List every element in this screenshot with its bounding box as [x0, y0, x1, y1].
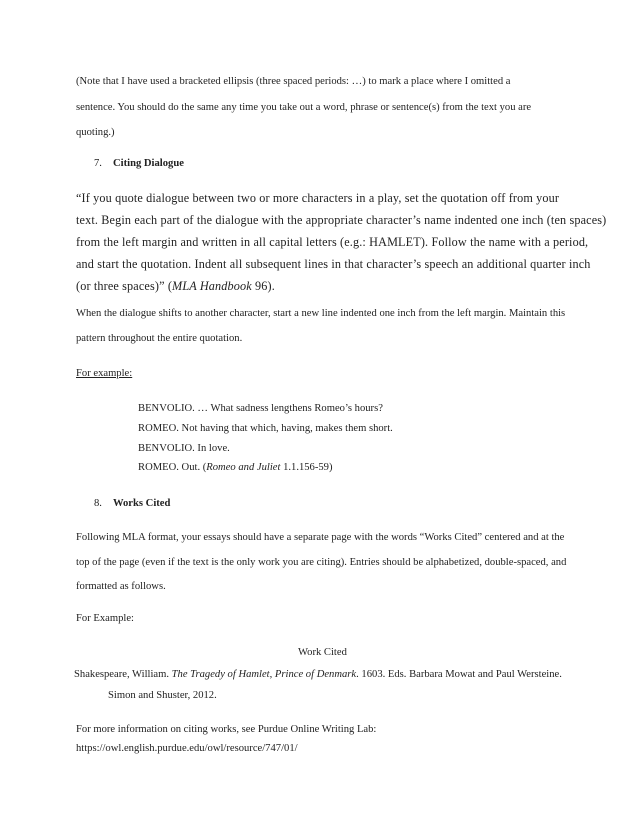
play-title: Romeo and Juliet: [206, 462, 281, 473]
quote-line-1: “If you quote dialogue between two or more characters in a play, set the quotation off from your: [76, 191, 560, 205]
example-line-1: BENVOLIO. … What sadness lengthens Romeo’s hours?: [138, 403, 383, 414]
more-info-text: For more information on citing works, see Purdue Online Writing Lab:: [76, 724, 377, 735]
example-line-2: ROMEO. Not having that which, having, makes them short.: [138, 423, 393, 434]
shift-line-2: pattern throughout the entire quotation.: [76, 333, 243, 344]
for-example-label: For Example:: [76, 613, 134, 624]
works-cited-para-line-3: formatted as follows.: [76, 581, 166, 592]
citation-line-2: Simon and Shuster, 2012.: [108, 690, 217, 701]
quote-line-5-end: 96).: [251, 279, 275, 293]
note-line-3: quoting.): [76, 127, 115, 138]
citation-title: The Tragedy of Hamlet, Prince of Denmark: [171, 669, 357, 680]
section-8-heading: Works Cited: [113, 498, 171, 509]
quote-line-3: from the left margin and written in all capital letters (e.g.: HAMLET). Follow the name with a period,: [76, 235, 589, 249]
citation-details: . 1603. Eds. Barbara Mowat and Paul Wersteine.: [356, 669, 562, 680]
works-cited-para-line-2: top of the page (even if the text is the only work you are citing). Entries should be alphabetized, double-spaced, and: [76, 557, 567, 568]
works-cited-heading: Work Cited: [298, 647, 347, 658]
quote-line-5: [76, 279, 275, 293]
quote-line-2: text. Begin each part of the dialogue with the appropriate character’s name indented one inch (ten spaces): [76, 213, 607, 227]
example-line-4: [138, 461, 333, 475]
example-line-4-start: ROMEO. Out. (: [138, 462, 207, 473]
note-line-2: sentence. You should do the same any time you take out a word, phrase or sentence(s) from the text you are: [76, 102, 532, 113]
purdue-owl-link[interactable]: https://owl.english.purdue.edu/owl/resource/747/01/: [76, 743, 298, 754]
mla-handbook-title: MLA Handbook: [172, 279, 252, 293]
shift-line-1: When the dialogue shifts to another character, start a new line indented one inch from the left margin. Maintain this: [76, 308, 566, 319]
example-line-4-end: 1.1.156-59): [280, 462, 333, 473]
section-7-number: 7.: [94, 158, 102, 169]
example-line-3: BENVOLIO. In love.: [138, 443, 230, 454]
works-cited-para-line-1: Following MLA format, your essays should have a separate page with the words “Works Cited” centered and at the: [76, 532, 565, 543]
section-8-number: 8.: [94, 498, 102, 509]
citation-author: Shakespeare, William.: [74, 669, 172, 680]
example-label: For example:: [76, 368, 133, 379]
citation-line-1: [74, 668, 562, 682]
note-line-1: (Note that I have used a bracketed ellipsis (three spaced periods: …) to mark a place where I omitted a: [76, 76, 511, 87]
quote-line-5-start: (or three spaces)” (: [76, 279, 173, 293]
quote-line-4: and start the quotation. Indent all subsequent lines in that character’s speech an additional quarter inch: [76, 257, 591, 271]
section-7-heading: Citing Dialogue: [113, 158, 184, 169]
